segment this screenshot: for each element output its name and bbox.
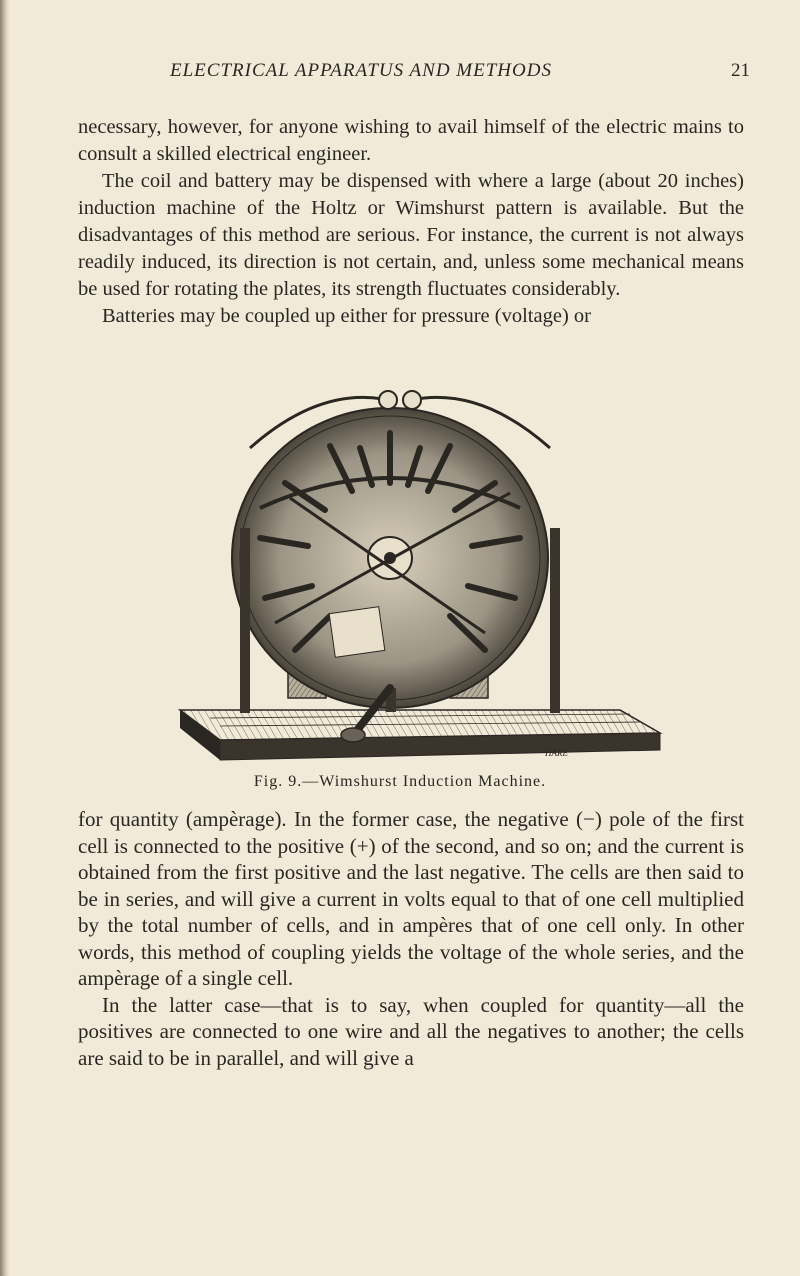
- paragraph: Batteries may be coupled up either for pressure (voltage) or: [102, 305, 591, 327]
- text-block-bottom: [78, 806, 744, 1071]
- engraving-svg: [150, 388, 670, 763]
- maker-plate: [329, 607, 385, 658]
- page-binding-edge: [0, 0, 10, 1276]
- paragraph: necessary, however, for anyone wishing to avail himself of the electric mains to consult a skilled electrical engineer.: [78, 116, 744, 165]
- wimshurst-machine-illustration: [150, 388, 670, 763]
- figure-caption: Fig. 9.—Wimshurst Induction Machine.: [253, 773, 547, 790]
- page-number: 21: [731, 60, 750, 81]
- paragraph: for quantity (ampèrage). In the former case, the negative (−) pole of the first cell is connected to the positive (+) of the second, and so on; and the current is obtained from the first positive and the last negative. The cells are then said to be in series, and will give a current in volts equal to that of one cell multiplied by the total number of cells, and in ampères that of one cell only. In other words, this method of coupling yields the voltage of the whole series, and the ampèrage of a single cell.: [78, 807, 744, 990]
- running-head: ELECTRICAL APPARATUS AND METHODS: [170, 60, 552, 81]
- machine-base: [180, 710, 660, 760]
- engraver-mark: HARE: [545, 748, 568, 758]
- paragraph: In the latter case—that is to say, when coupled for quantity—all the positives are connected to one wire and all the negatives to another; the cells are said to be in parallel, and will give a: [78, 992, 744, 1070]
- page-header: [70, 60, 750, 84]
- text-block-top: [78, 114, 744, 330]
- paragraph: The coil and battery may be dispensed with where a large (about 20 inches) induction machine of the Holtz or Wimshurst pattern is available. But the disadvantages of this method are serious. For instance, the current is not always readily induced, its direction is not certain, and, unless some mechanical means be used for rotating the plates, its strength fluctuates considerably.: [78, 170, 744, 300]
